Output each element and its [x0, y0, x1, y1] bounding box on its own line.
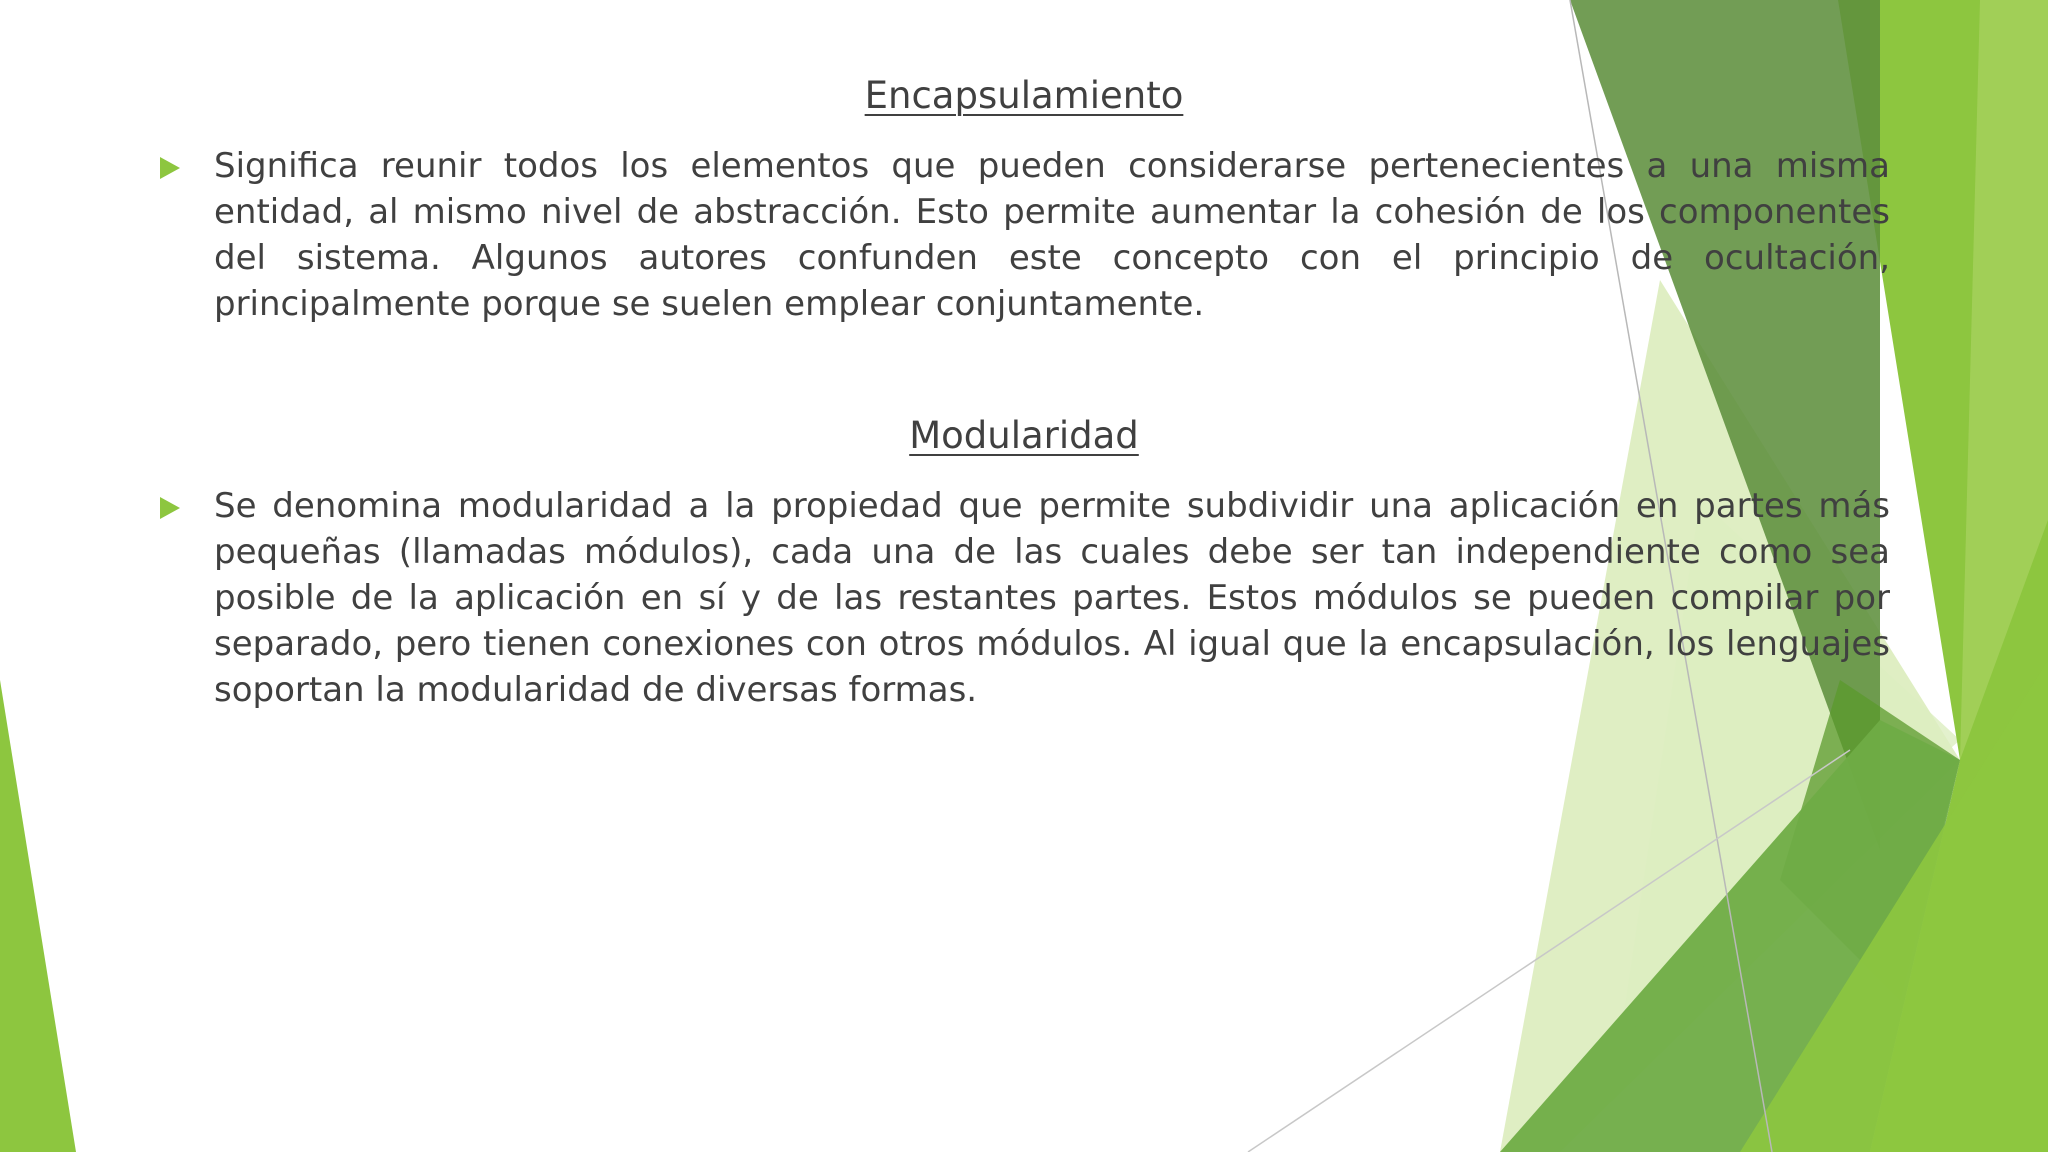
- section-paragraph-modularidad: Se denomina modularidad a la propiedad que permite subdividir una aplicación en partes más pequeñas (llamadas módulos), cada una de las cuales debe ser tan independiente como sea posible de la aplicación en sí y de las restantes partes. Estos módulos se pueden compilar por separado, pero tienen conexiones con otros módulos. Al igual que la encapsulación, los lenguajes soportan la modularidad de diversas formas.: [214, 486, 1890, 710]
- section-heading-encapsulamiento: Encapsulamiento: [864, 74, 1184, 117]
- bullet-arrow-icon: [160, 157, 180, 179]
- bullet-arrow-icon: [160, 497, 180, 519]
- section-heading-modularidad: Modularidad: [909, 414, 1139, 457]
- section-paragraph-encapsulamiento: Significa reunir todos los elementos que pueden considerarse pertenecientes a una misma entidad, al mismo nivel de abstracción. Esto permite aumentar la cohesión de los componentes del sistema. Algunos autores confunden este concepto con el principio de ocultación, principalmente porque se suelen emplear conjuntamente.: [214, 146, 1890, 324]
